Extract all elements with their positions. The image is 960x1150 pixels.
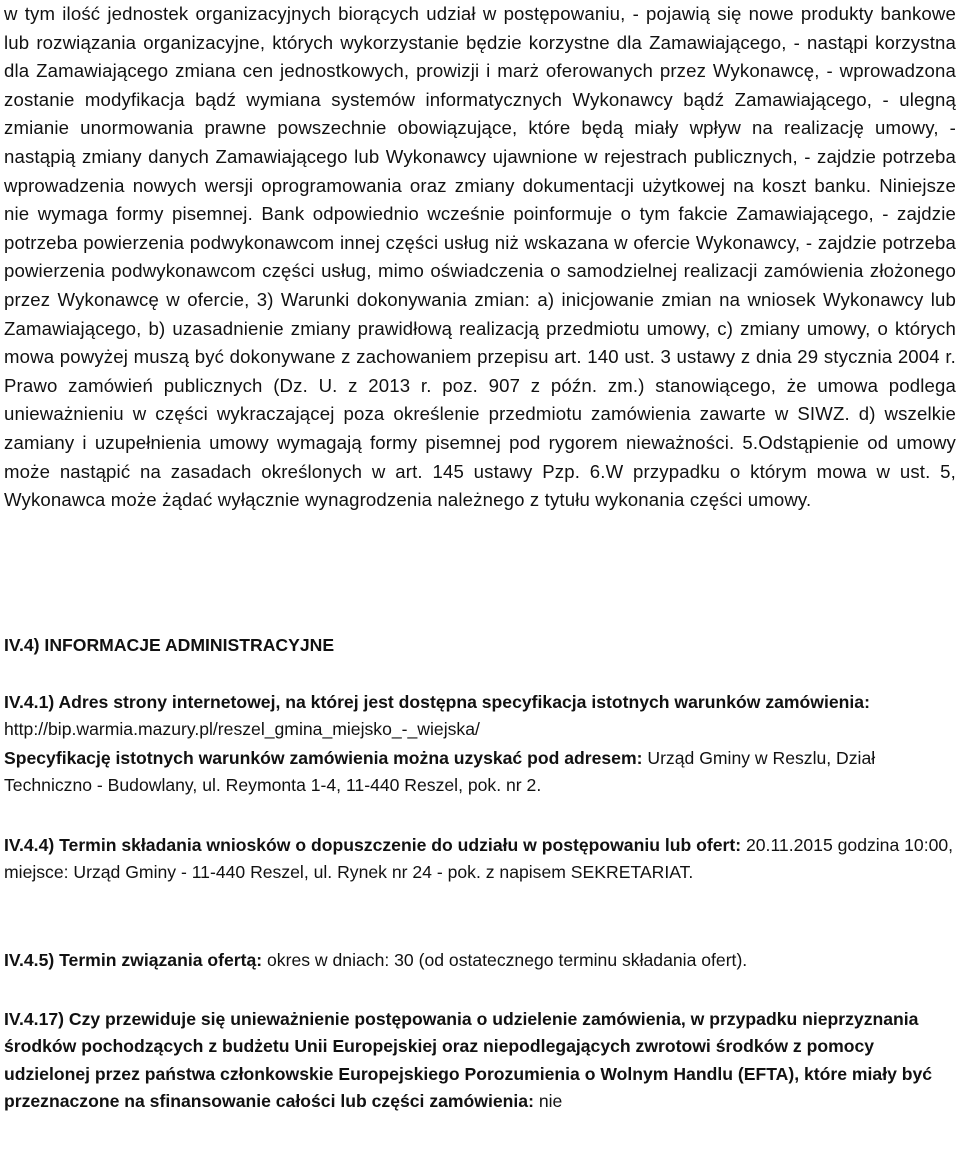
deadline-label: IV.4.4) Termin składania wniosków o dopuszczenie do udziału w postępowaniu lub ofert: <box>4 835 742 855</box>
binding-label: IV.4.5) Termin związania ofertą: <box>4 950 263 970</box>
eu-funds-value: nie <box>533 1091 563 1112</box>
contract-changes-paragraph: w tym ilość jednostek organizacyjnych biorących udział w postępowaniu, - pojawią się nowe produkty bankowe lub rozwiązania organizacyjne, których wykorzystanie będzie korzystne dla Zamawiającego, - nastąpi korzystna dla Zamawiającego zmiana cen jednostkowych, prowizji i marż oferowanych przez Wykonawcę, - wprowadzona zostanie modyfikacja bądź wymiana systemów informatycznych Wykonawcy bądź Zamawiającego, - ulegną zmianie unormowania prawne powszechnie obowiązujące, które będą miały wpływ na realizację umowy, - nastąpią zmiany danych Zamawiającego lub Wykonawcy ujawnione w rejestrach publicznych, - zajdzie potrzeba wprowadzenia nowych wersji oprogramowania oraz zmiany dokumentacji użytkowej na koszt banku. Niniejsze nie wymaga formy pisemnej. Bank odpowiednio wcześnie poinformuje o tym fakcie Zamawiającego, - zajdzie potrzeba powierzenia podwykonawcom innej części usług niż wskazana w ofercie Wykonawcy, - zajdzie potrzeba powierzenia podwykonawcom części usług, mimo oświadczenia o samodzielnej realizacji zamówienia złożonego przez Wykonawcę w ofercie, 3) Warunki dokonywania zmian: a) inicjowanie zmian na wniosek Wykonawcy lub Zamawiającego, b) uzasadnienie zmiany prawidłową realizacją przedmiotu umowy, c) zmiany umowy, o których mowa powyżej muszą być dokonywane z zachowaniem przepisu art. 140 ust. 3 ustawy z dnia 29 stycznia 2004 r. Prawo zamówień publicznych (Dz. U. z 2013 r. poz. 907 z późn. zm.) stanowiącego, że umowa podlega unieważnieniu w części wykraczającej poza określenie przedmiotu zamówienia zawarte w SIWZ. d) wszelkie zamiany i uzupełnienia umowy wymagają formy pisemnej pod rygorem nieważności. 5.Odstąpienie od umowy może nastąpić na zasadach określonych w art. 145 ustawy Pzp. 6.W przypadku o którym mowa w ust. 5, Wykonawca może żądać wyłącznie wynagrodzenia należnego z tytułu wykonania części umowy. <box>4 3 956 511</box>
deadline-section <box>4 832 954 887</box>
website-section <box>4 689 914 744</box>
binding-section <box>4 947 954 974</box>
spec-section <box>4 745 904 800</box>
eu-funds-section <box>4 1006 954 1116</box>
admin-info-heading: IV.4) INFORMACJE ADMINISTRACYJNE <box>4 635 335 655</box>
deadline-value: 20.11.2015 godzina 10:00, miejsce: Urząd Gminy - 11-440 Reszel, ul. Rynek nr 24 - pok. z napisem SEKRETARIAT. <box>4 835 954 883</box>
spec-label: Specyfikację istotnych warunków zamówienia można uzyskać pod adresem: <box>4 748 643 768</box>
eu-funds-label: IV.4.17) Czy przewiduje się unieważnienie postępowania o udzielenie zamówienia, w przypadku nieprzyznania środków pochodzących z budżetu Unii Europejskiej oraz niepodlegających zwrotowi środków z pomocy udzielonej przez państwa członkowskie Europejskiego Porozumienia o Wolnym Handlu (EFTA), które miały być przeznaczone na sfinansowanie całości lub części zamówienia: <box>4 1009 933 1112</box>
website-label: IV.4.1) Adres strony internetowej, na której jest dostępna specyfikacja istotnych warunków zamówienia: <box>4 692 870 712</box>
binding-value: okres w dniach: 30 (od ostatecznego terminu składania ofert). <box>262 950 748 970</box>
spec-address: Urząd Gminy w Reszlu, Dział Techniczno - Budowlany, ul. Reymonta 1-4, 11-440 Reszel, pok. nr 2. <box>4 748 876 796</box>
website-url: http://bip.warmia.mazury.pl/reszel_gmina_miejsko_-_wiejska/ <box>4 719 480 740</box>
